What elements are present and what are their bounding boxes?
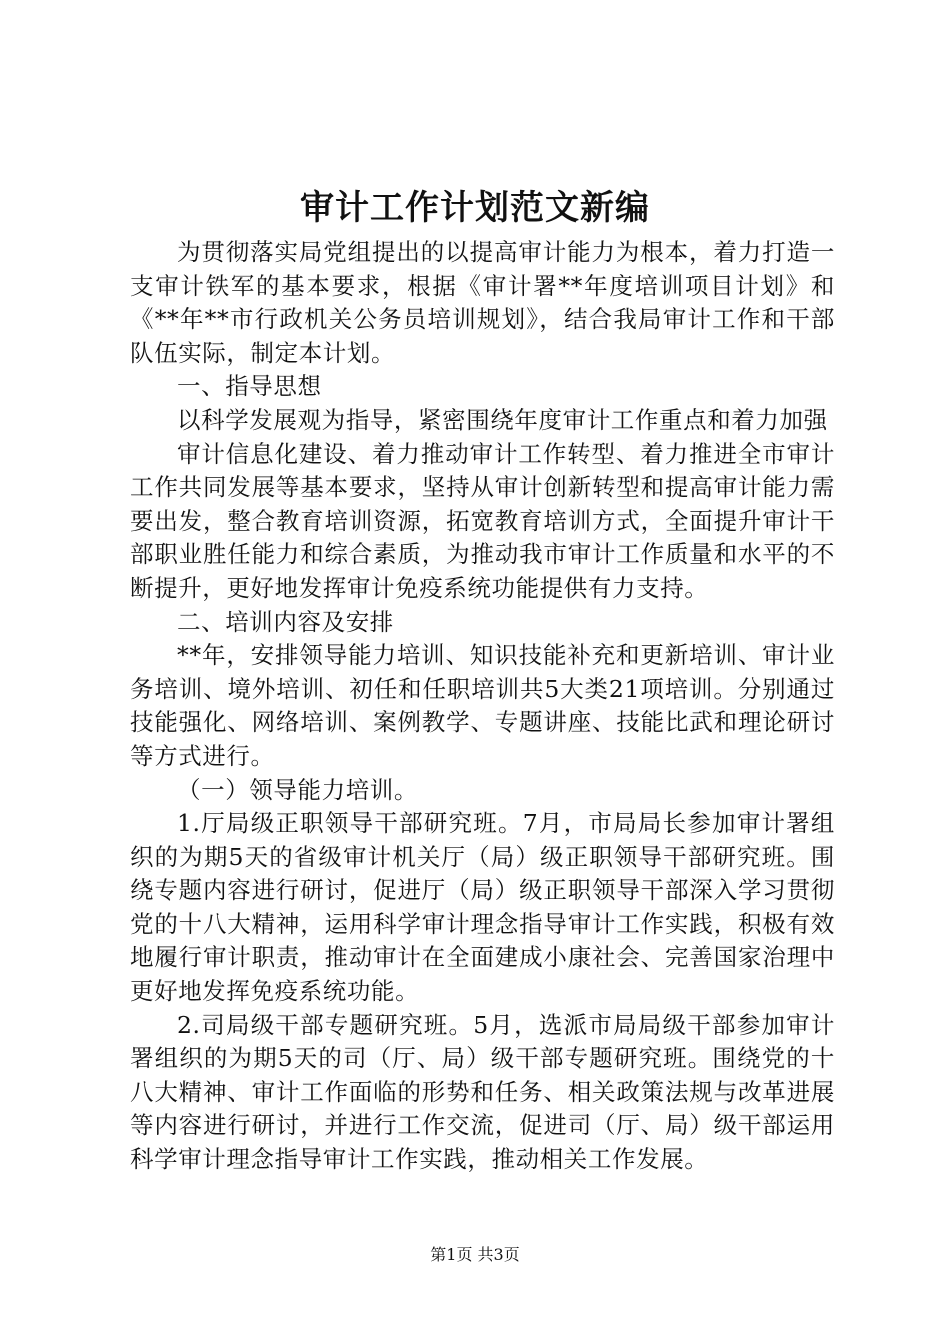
section-heading-training-content: 二、培训内容及安排: [177, 607, 394, 636]
section-heading-guiding-ideology: 一、指导思想: [177, 372, 322, 401]
intro-paragraph: 为贯彻落实局党组提出的以提高审计能力为根本，着力打造一支审计铁军的基本要求，根据《审计署**年度培训项目计划》和《**年**市行政机关公务员培训规划》，结合我局审计工作和干部队伍实际，制定本计划。: [130, 238, 835, 367]
subsection-heading-leadership: （一）领导能力培训。: [177, 775, 418, 804]
training-overview-paragraph: **年，安排领导能力培训、知识技能补充和更新培训、审计业务培训、境外培训、初任和任职培训共5大类21项培训。分别通过技能强化、网络培训、案例教学、专题讲座、技能比武和理论研讨等方式进行。: [130, 641, 835, 770]
document-body: [130, 236, 835, 1177]
guiding-ideology-paragraph: 以科学发展观为指导，紧密围绕年度审计工作重点和着力加强: [177, 405, 828, 434]
item-2-paragraph: 2.司局级干部专题研究班。5月，选派市局局级干部参加审计署组织的为期5天的司（厅、局）级干部专题研究班。围绕党的十八大精神、审计工作面临的形势和任务、相关政策法规与改革进展等内容进行研讨，并进行工作交流，促进司（厅、局）级干部运用科学审计理念指导审计工作实践，推动相关工作发展。: [130, 1010, 835, 1174]
item-1-paragraph: 1.厅局级正职领导干部研究班。7月，市局局长参加审计署组织的为期5天的省级审计机关厅（局）级正职领导干部研究班。围绕专题内容进行研讨，促进厅（局）级正职领导干部深入学习贯彻党的十八大精神，运用科学审计理念指导审计工作实践，积极有效地履行审计职责，推动审计在全面建成小康社会、完善国家治理中更好地发挥免疫系统功能。: [130, 809, 835, 1006]
document-title: 审计工作计划范文新编: [300, 188, 650, 228]
guiding-ideology-continuation: 审计信息化建设、着力推动审计工作转型、着力推进全市审计工作共同发展等基本要求，坚持从审计创新转型和提高审计能力需要出发，整合教育培训资源，拓宽教育培训方式，全面提升审计干部职业胜任能力和综合素质，为推动我市审计工作质量和水平的不断提升，更好地发挥审计免疫系统功能提供有力支持。: [130, 439, 835, 602]
page-footer: 第1页 共3页: [430, 1245, 520, 1264]
